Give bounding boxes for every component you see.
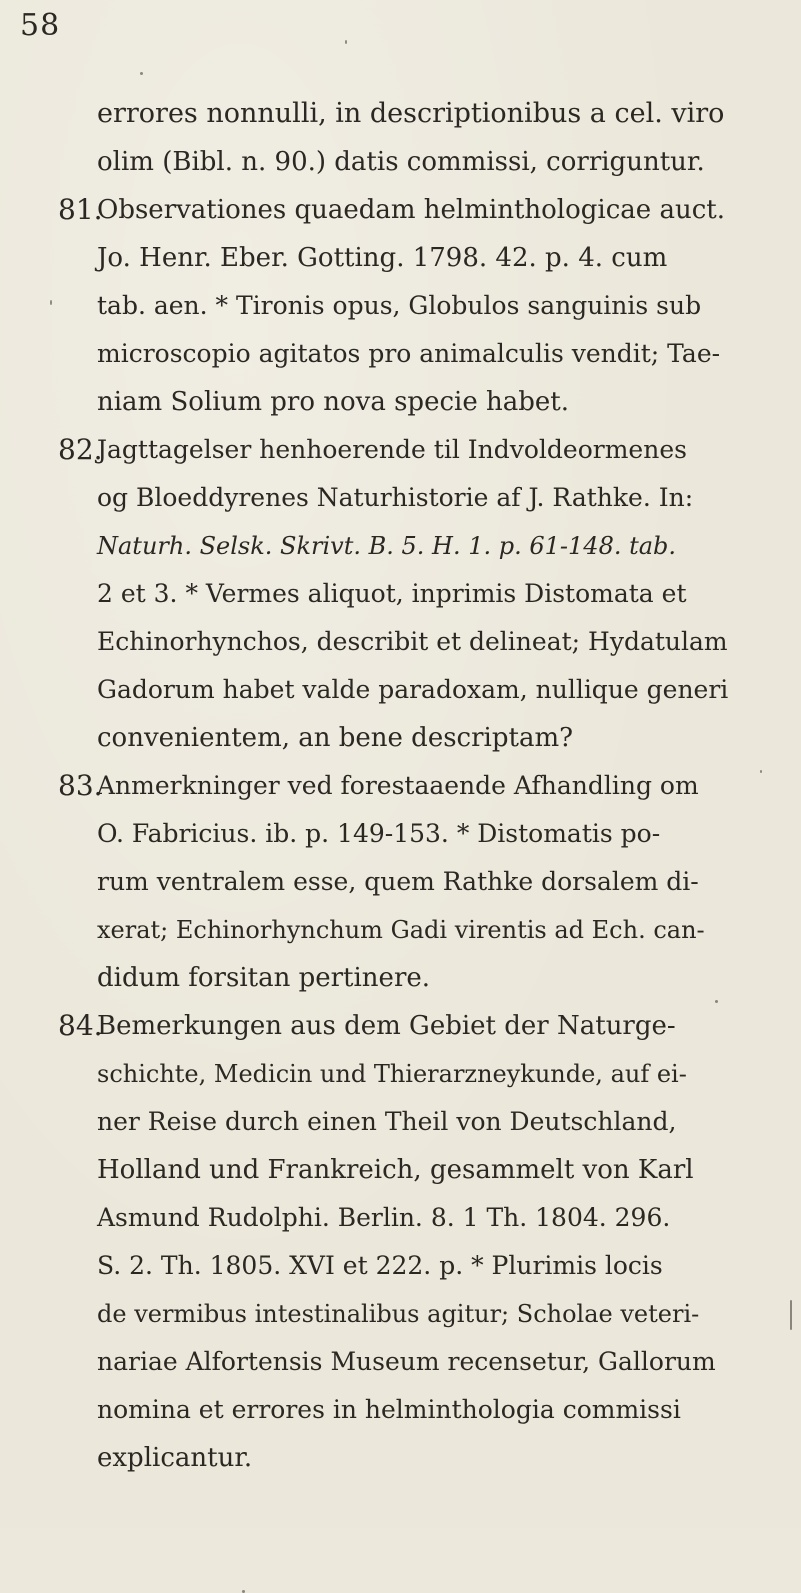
text-line: explicantur. — [97, 1443, 253, 1473]
text-line: og Bloeddyrenes Naturhistorie af J. Rathke. In: — [97, 483, 694, 512]
text-line: Bemerkungen aus dem Gebiet der Naturge- — [97, 1011, 676, 1041]
entry-number: 81. — [58, 193, 103, 226]
text-line: de vermibus intestinalibus agitur; Scholae veteri- — [97, 1300, 700, 1328]
text-line: Anmerkninger ved forestaaende Afhandling om — [97, 771, 699, 800]
entry-number: 84. — [58, 1009, 103, 1042]
text-line: Observationes quaedam helminthologicae auct. — [97, 195, 725, 225]
text-line: ner Reise durch einen Theil von Deutschland, — [97, 1107, 677, 1136]
text-line: niam Solium pro nova specie habet. — [97, 387, 569, 417]
text-line: convenientem, an bene descriptam? — [97, 723, 574, 753]
text-line: rum ventralem esse, quem Rathke dorsalem di- — [97, 867, 699, 896]
text-line: Jo. Henr. Eber. Gotting. 1798. 42. p. 4. cum — [97, 243, 668, 273]
paper-speck — [715, 1000, 718, 1003]
text-line: S. 2. Th. 1805. XVI et 222. p. * Plurimis locis — [97, 1251, 663, 1280]
text-line: Jagttagelser henhoerende til Indvoldeormenes — [97, 435, 687, 464]
text-line: schichte, Medicin und Thierarzneykunde, auf ei- — [97, 1060, 687, 1088]
text-line: Echinorhynchos, describit et delineat; Hydatulam — [97, 627, 728, 656]
text-line: xerat; Echinorhynchum Gadi virentis ad Ech. can- — [97, 916, 705, 944]
text-line: O. Fabricius. ib. p. 149-153. * Distomatis po- — [97, 819, 661, 848]
text-line: 2 et 3. * Vermes aliquot, inprimis Distomata et — [97, 579, 687, 608]
text-line: nomina et errores in helminthologia commissi — [97, 1395, 681, 1424]
page-number: 58 — [20, 8, 61, 43]
text-line: errores nonnulli, in descriptionibus a cel. viro — [97, 98, 725, 129]
paper-speck — [790, 1300, 792, 1330]
text-line: nariae Alfortensis Museum recensetur, Gallorum — [97, 1347, 716, 1376]
text-line: Gadorum habet valde paradoxam, nullique generi — [97, 675, 729, 704]
paper-speck — [760, 770, 762, 773]
text-line: Asmund Rudolphi. Berlin. 8. 1 Th. 1804. 296. — [97, 1203, 671, 1232]
text-line: tab. aen. * Tironis opus, Globulos sanguinis sub — [97, 291, 702, 320]
paper-speck — [140, 72, 143, 75]
text-line: olim (Bibl. n. 90.) datis commissi, corriguntur. — [97, 147, 705, 177]
entry-number: 83. — [58, 769, 103, 802]
text-line: Naturh. Selsk. Skrivt. B. 5. H. 1. p. 61-148. tab. — [97, 532, 677, 560]
text-line: microscopio agitatos pro animalculis vendit; Tae- — [97, 339, 721, 368]
text-line: Holland und Frankreich, gesammelt von Karl — [97, 1155, 694, 1185]
paper-speck — [345, 40, 347, 44]
entry-number: 82. — [58, 433, 103, 466]
paper-speck — [50, 300, 52, 305]
text-line: didum forsitan pertinere. — [97, 963, 431, 993]
